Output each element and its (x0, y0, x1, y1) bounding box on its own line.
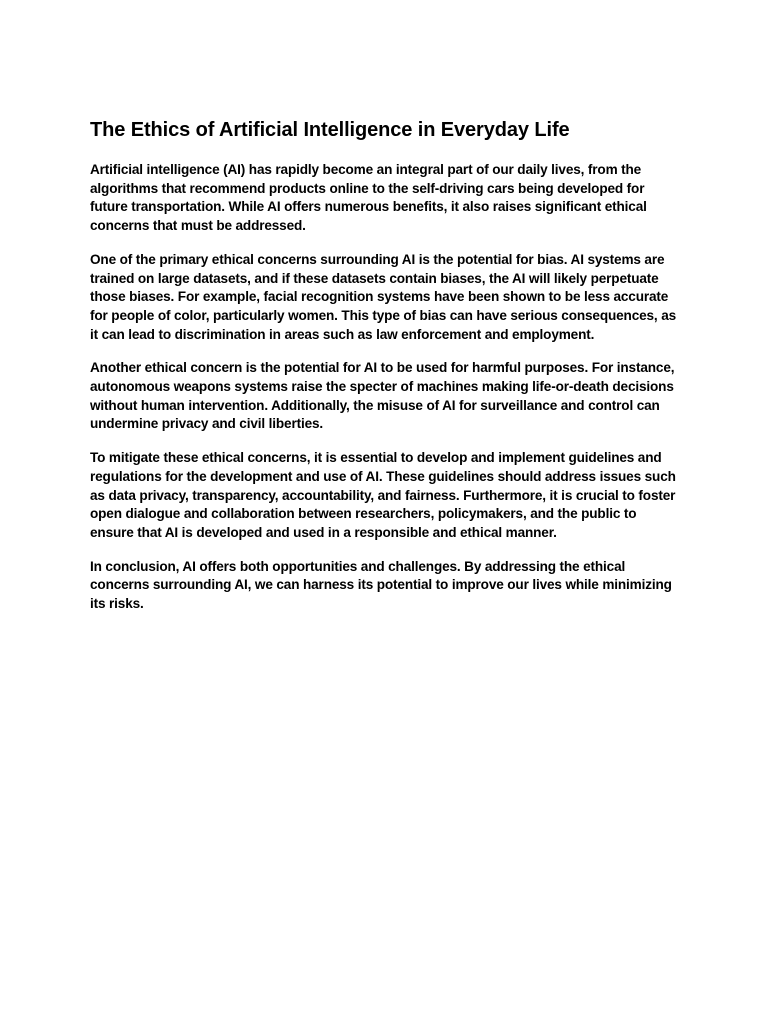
document-title: The Ethics of Artificial Intelligence in Everyday Life (90, 119, 570, 141)
paragraph-harmful-purposes: Another ethical concern is the potential for AI to be used for harmful purposes. For instance, autonomous weapons systems raise the specter of machines making life-or-death decisions without human intervention. Additionally, the misuse of AI for surveillance and control can undermine privacy and civil liberties. (90, 360, 675, 432)
paragraph-intro: Artificial intelligence (AI) has rapidly become an integral part of our daily lives, from the algorithms that recommend products online to the self-driving cars being developed for future transportation. While AI offers numerous benefits, it also raises significant ethical concerns that must be addressed. (90, 162, 647, 234)
paragraph-conclusion: In conclusion, AI offers both opportunities and challenges. By addressing the ethical concerns surrounding AI, we can harness its potential to improve our lives while minimizing its risks. (90, 558, 672, 612)
paragraph-bias: One of the primary ethical concerns surrounding AI is the potential for bias. AI systems are trained on large datasets, and if these datasets contain biases, the AI will likely perpetuate those biases. For example, facial recognition systems have been shown to be less accurate for people of color, particularly women. This type of bias can have serious consequences, as it can lead to discrimination in areas such as law enforcement and employment. (90, 251, 677, 342)
paragraph-mitigation: To mitigate these ethical concerns, it is essential to develop and implement guidelines and regulations for the development and use of AI. These guidelines should address issues such as data privacy, transparency, accountability, and fairness. Furthermore, it is crucial to foster open dialogue and collaboration between researchers, policymakers, and the public to ensure that AI is developed and used in a responsible and ethical manner. (90, 450, 676, 540)
